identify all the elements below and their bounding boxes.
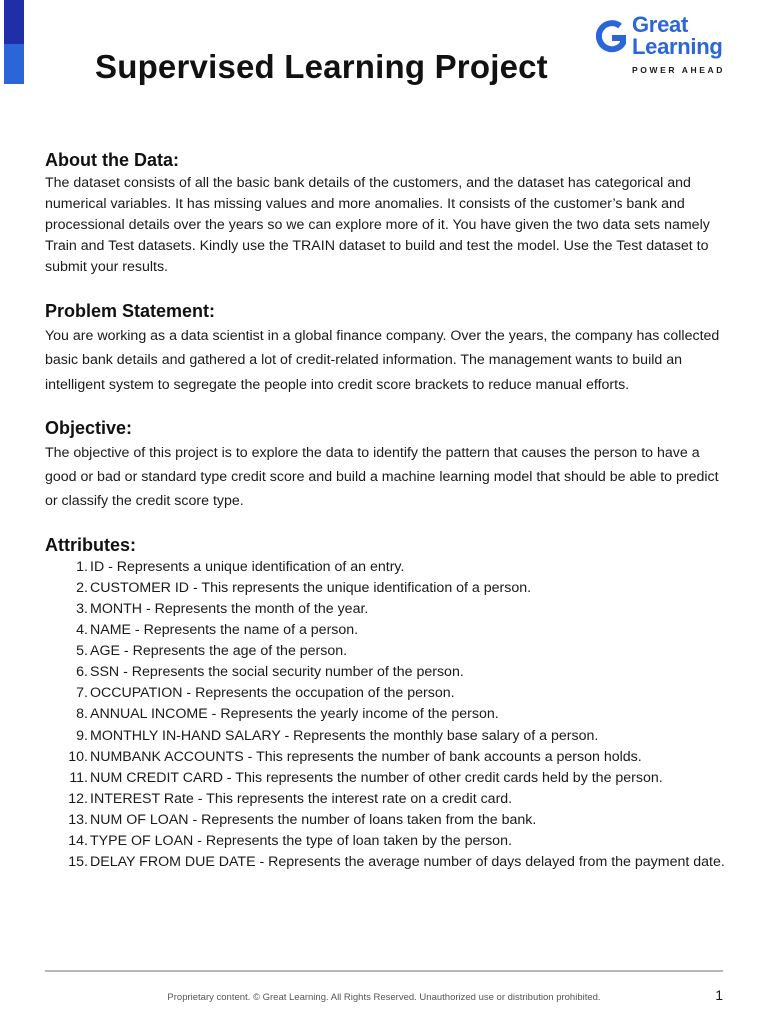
footer-divider: [45, 970, 723, 972]
list-item-number: 1.: [76, 558, 88, 575]
list-item-number: 14.: [68, 833, 88, 849]
logo-word-learning: Learning: [632, 34, 723, 59]
list-item-number: 15.: [68, 854, 88, 871]
list-item: [45, 704, 735, 725]
page-title: Supervised Learning Project: [95, 48, 548, 85]
logo-word-great: Great: [632, 12, 688, 37]
problem-statement-text: You are working as a data scientist in a global finance company. Over the years, the company has collected basic bank details and gathered a lot of credit-related information. The management wants to build an intelligent system to segregate the people into credit score brackets to reduce manual efforts.: [45, 328, 720, 393]
list-item-text: MONTHLY IN-HAND SALARY - Represents the monthly base salary of a person.: [90, 727, 599, 744]
list-item-number: 2.: [76, 579, 88, 596]
list-item-text: NUM OF LOAN - Represents the number of loans taken from the bank.: [90, 811, 537, 828]
list-item-number: 8.: [76, 706, 88, 723]
list-item-text: MONTH - Represents the month of the year.: [90, 600, 369, 617]
about-data-text: The dataset consists of all the basic bank details of the customers, and the dataset has categorical and numerical variables. It has missing values and more anomalies. It consists of the customer’s bank and processional details over the years so we can explore more of it. You have given the two data sets namely Train and Test datasets. Kindly use the TRAIN dataset to build and test the model. Use the Test dataset to submit your results.: [45, 175, 710, 275]
document-body: [45, 150, 735, 873]
list-item-text: TYPE OF LOAN - Represents the type of loan taken by the person.: [90, 833, 512, 849]
list-item-text: INTEREST Rate - This represents the interest rate on a credit card.: [90, 790, 513, 807]
page-number: 1: [715, 987, 723, 1003]
list-item-text: DELAY FROM DUE DATE - Represents the average number of days delayed from the payment date.: [90, 854, 725, 871]
list-item: [45, 641, 735, 662]
list-item-number: 5.: [76, 643, 88, 660]
list-item-text: AGE - Represents the age of the person.: [90, 643, 348, 660]
objective-heading: Objective:: [45, 417, 133, 438]
list-item: [45, 768, 735, 789]
accent-bar-dark: [4, 0, 24, 44]
list-item: [45, 662, 735, 683]
list-item: [45, 620, 735, 641]
problem-statement-heading: Problem Statement:: [45, 301, 216, 321]
list-item: [45, 747, 735, 768]
logo-tagline: POWER AHEAD: [632, 65, 725, 75]
great-learning-logo: [594, 12, 734, 78]
list-item-number: 13.: [68, 811, 88, 828]
list-item: [45, 578, 735, 599]
logo-g-icon: [596, 20, 628, 58]
list-item: [45, 599, 735, 620]
attributes-section: [45, 535, 735, 873]
problem-statement-section: [45, 301, 735, 397]
accent-bar-light: [4, 44, 24, 84]
list-item-text: CUSTOMER ID - This represents the unique identification of a person.: [90, 579, 532, 596]
list-item: [45, 557, 735, 578]
list-item-number: 7.: [76, 685, 88, 702]
list-item: [45, 683, 735, 704]
list-item: [45, 810, 735, 831]
list-item-number: 6.: [76, 664, 88, 681]
list-item: [45, 831, 735, 852]
objective-section: [45, 418, 735, 514]
list-item-text: SSN - Represents the social security number of the person.: [90, 664, 464, 681]
list-item-text: NUM CREDIT CARD - This represents the number of other credit cards held by the person.: [90, 769, 663, 786]
list-item-number: 9.: [76, 727, 88, 744]
list-item-number: 12.: [68, 790, 88, 807]
list-item: [45, 852, 735, 873]
attributes-heading: Attributes:: [45, 534, 136, 555]
list-item-number: 4.: [76, 622, 88, 639]
footer-copyright: Proprietary content. © Great Learning. All Rights Reserved. Unauthorized use or distribution prohibited.: [167, 992, 601, 1003]
list-item: [45, 789, 735, 810]
list-item-text: OCCUPATION - Represents the occupation of the person.: [90, 685, 455, 702]
list-item: [45, 726, 735, 747]
about-data-heading: About the Data:: [45, 150, 179, 170]
list-item-number: 10.: [68, 748, 88, 765]
list-item-text: ANNUAL INCOME - Represents the yearly income of the person.: [90, 706, 499, 723]
attributes-list: [45, 557, 735, 873]
about-data-section: [45, 150, 735, 278]
list-item-text: NAME - Represents the name of a person.: [90, 622, 359, 639]
list-item-number: 11.: [69, 769, 88, 786]
list-item-text: NUMBANK ACCOUNTS - This represents the number of bank accounts a person holds.: [90, 748, 642, 765]
list-item-number: 3.: [76, 600, 88, 617]
list-item-text: ID - Represents a unique identification of an entry.: [90, 558, 405, 575]
objective-text: The objective of this project is to explore the data to identify the pattern that causes the person to have a good or bad or standard type credit score and build a machine learning model that should be able to predict or classify the credit score type.: [45, 444, 719, 510]
